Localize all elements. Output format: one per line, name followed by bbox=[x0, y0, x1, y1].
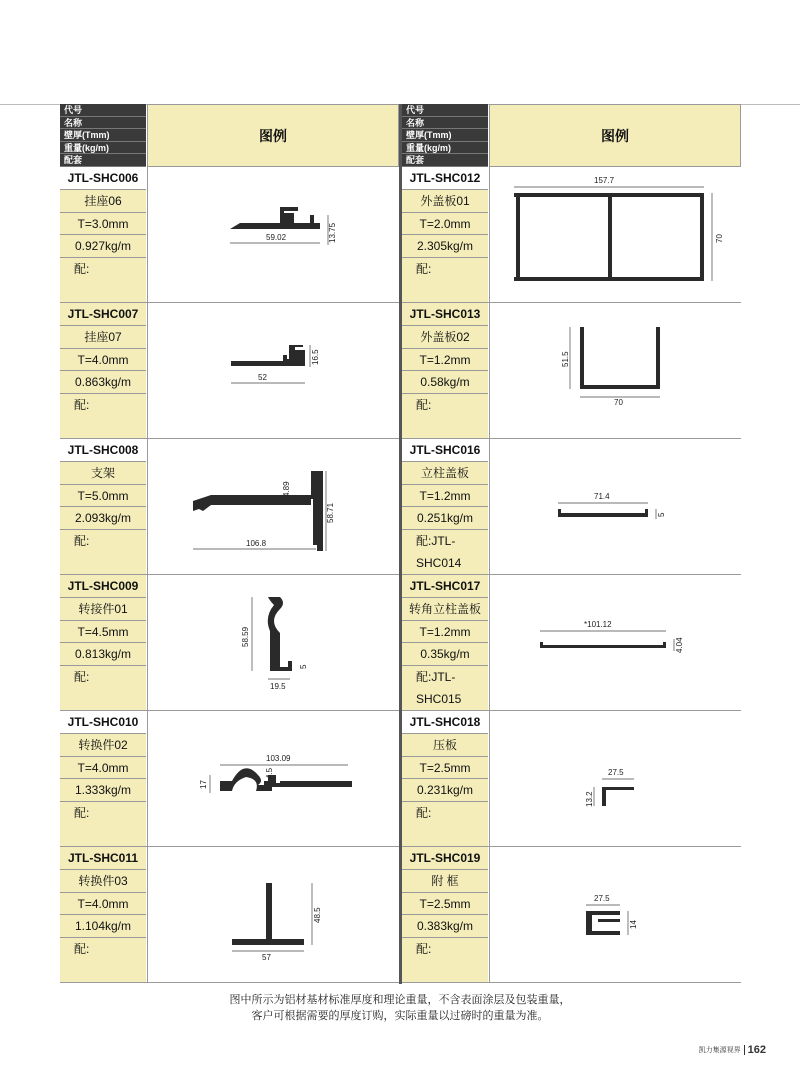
profile-shape bbox=[558, 509, 648, 517]
product-name: 外盖板02 bbox=[402, 326, 488, 349]
product-thickness: T=3.0mm bbox=[60, 213, 146, 236]
product-info bbox=[60, 303, 146, 438]
table-header bbox=[402, 104, 741, 167]
product-name: 挂座06 bbox=[60, 190, 146, 213]
product-thickness: T=4.0mm bbox=[60, 757, 146, 780]
table-header bbox=[60, 104, 399, 167]
product-thickness: T=4.0mm bbox=[60, 349, 146, 372]
header-legend: 图例 bbox=[147, 104, 399, 167]
dim-label: 70 bbox=[715, 234, 724, 243]
profile-shape bbox=[268, 597, 292, 671]
product-weight: 0.251kg/m bbox=[402, 507, 488, 530]
product-row bbox=[60, 847, 399, 983]
product-name: 附 框 bbox=[402, 870, 488, 893]
header-label-weight: 重量(kg/m) bbox=[402, 142, 488, 155]
product-match: 配: bbox=[74, 941, 90, 956]
product-thickness: T=2.0mm bbox=[402, 213, 488, 236]
product-info bbox=[402, 575, 488, 710]
product-info bbox=[402, 847, 488, 982]
profile-drawing bbox=[489, 167, 741, 302]
dim-label: 57 bbox=[262, 953, 271, 962]
left-column bbox=[60, 104, 399, 983]
profile-drawing bbox=[489, 847, 741, 982]
product-row bbox=[402, 847, 741, 983]
dim-label: 52 bbox=[258, 373, 267, 382]
profile-shape bbox=[232, 883, 304, 945]
dim-label: 58.59 bbox=[241, 626, 250, 647]
product-name: 转接件01 bbox=[60, 598, 146, 621]
dim-label: 70 bbox=[614, 398, 623, 407]
notes-line-1: 图中所示为铝材基材标准厚度和理论重量，不含表面涂层及包装重量， bbox=[229, 994, 571, 1006]
dim-label: 14 bbox=[629, 920, 638, 929]
profile-shape bbox=[230, 207, 320, 229]
product-match: 配: bbox=[416, 261, 432, 276]
product-thickness: T=4.5mm bbox=[60, 621, 146, 644]
product-thickness: T=2.5mm bbox=[402, 757, 488, 780]
dim-label: 58.71 bbox=[326, 502, 335, 523]
product-weight: 2.305kg/m bbox=[402, 235, 488, 258]
dim-label: 4.89 bbox=[282, 481, 291, 497]
profile-drawing bbox=[489, 303, 741, 438]
profile-drawing bbox=[147, 167, 399, 302]
dim-label: 157.7 bbox=[594, 176, 615, 185]
product-row bbox=[60, 575, 399, 711]
product-match: 配: bbox=[416, 805, 432, 820]
product-weight: 1.104kg/m bbox=[60, 915, 146, 938]
product-code: JTL-SHC017 bbox=[402, 575, 488, 598]
product-match: 配: bbox=[74, 805, 90, 820]
profile-shape bbox=[602, 787, 634, 806]
product-thickness: T=5.0mm bbox=[60, 485, 146, 508]
product-info bbox=[60, 575, 146, 710]
right-column bbox=[402, 104, 741, 983]
product-info bbox=[402, 439, 488, 574]
product-name: 挂座07 bbox=[60, 326, 146, 349]
header-label-thickness: 壁厚(Tmm) bbox=[60, 129, 146, 142]
product-thickness: T=2.5mm bbox=[402, 893, 488, 916]
profile-shape bbox=[540, 642, 666, 648]
product-info bbox=[60, 847, 146, 982]
header-label-match: 配套 bbox=[60, 154, 146, 167]
product-info bbox=[402, 711, 488, 846]
dim-label: 16.5 bbox=[311, 349, 320, 365]
profile-shape bbox=[220, 768, 352, 791]
notes bbox=[0, 992, 800, 1024]
profile-drawing bbox=[489, 439, 741, 574]
product-code: JTL-SHC013 bbox=[402, 303, 488, 326]
product-weight: 0.383kg/m bbox=[402, 915, 488, 938]
header-labels bbox=[60, 104, 146, 167]
dim-label: 4.5 bbox=[265, 767, 274, 779]
product-row bbox=[60, 439, 399, 575]
profile-shape bbox=[586, 911, 620, 935]
product-match: 配: bbox=[74, 261, 90, 276]
product-name: 支架 bbox=[60, 462, 146, 485]
product-weight: 0.813kg/m bbox=[60, 643, 146, 666]
dim-label: 5 bbox=[657, 512, 666, 517]
product-thickness: T=1.2mm bbox=[402, 485, 488, 508]
header-labels bbox=[402, 104, 488, 167]
profile-drawing bbox=[147, 439, 399, 574]
product-match: 配:JTL-SHC014 bbox=[416, 533, 462, 571]
profile-drawing bbox=[147, 575, 399, 710]
product-match: 配: bbox=[416, 397, 432, 412]
dim-label: 27.5 bbox=[594, 894, 610, 903]
product-name: 转换件02 bbox=[60, 734, 146, 757]
dim-label: 59.02 bbox=[266, 233, 287, 242]
dim-label: 4.04 bbox=[675, 637, 684, 653]
profile-drawing bbox=[147, 303, 399, 438]
header-legend: 图例 bbox=[489, 104, 741, 167]
dim-label: 13.75 bbox=[328, 222, 337, 243]
product-code: JTL-SHC006 bbox=[60, 167, 146, 190]
product-row bbox=[402, 711, 741, 847]
dim-label: 13.2 bbox=[585, 791, 594, 807]
product-code: JTL-SHC007 bbox=[60, 303, 146, 326]
product-weight: 0.863kg/m bbox=[60, 371, 146, 394]
product-name: 转换件03 bbox=[60, 870, 146, 893]
dim-label: 103.09 bbox=[266, 754, 291, 763]
profile-drawing bbox=[489, 575, 741, 710]
product-weight: 2.093kg/m bbox=[60, 507, 146, 530]
product-weight: 1.333kg/m bbox=[60, 779, 146, 802]
product-code: JTL-SHC016 bbox=[402, 439, 488, 462]
product-weight: 0.231kg/m bbox=[402, 779, 488, 802]
product-info bbox=[402, 167, 488, 302]
product-code: JTL-SHC010 bbox=[60, 711, 146, 734]
product-info bbox=[402, 303, 488, 438]
header-label-code: 代号 bbox=[402, 104, 488, 117]
product-thickness: T=1.2mm bbox=[402, 349, 488, 372]
footer-brand: 凯力集源视界 bbox=[698, 1047, 741, 1054]
header-label-thickness: 壁厚(Tmm) bbox=[402, 129, 488, 142]
product-thickness: T=1.2mm bbox=[402, 621, 488, 644]
product-weight: 0.35kg/m bbox=[402, 643, 488, 666]
product-match: 配: bbox=[74, 669, 90, 684]
product-info bbox=[60, 711, 146, 846]
product-row bbox=[60, 303, 399, 439]
header-label-weight: 重量(kg/m) bbox=[60, 142, 146, 155]
dim-label: 5 bbox=[299, 664, 308, 669]
dim-label: 17 bbox=[199, 780, 208, 789]
product-match: 配: bbox=[74, 397, 90, 412]
product-name: 立柱盖板 bbox=[402, 462, 488, 485]
profile-shape bbox=[580, 327, 660, 389]
footer-divider bbox=[744, 1045, 745, 1055]
product-code: JTL-SHC019 bbox=[402, 847, 488, 870]
header-label-name: 名称 bbox=[60, 117, 146, 130]
product-row bbox=[402, 167, 741, 303]
product-weight: 0.58kg/m bbox=[402, 371, 488, 394]
profile-drawing bbox=[489, 711, 741, 846]
product-match: 配: bbox=[416, 941, 432, 956]
product-name: 转角立柱盖板 bbox=[402, 598, 488, 621]
product-row bbox=[60, 711, 399, 847]
page-footer bbox=[699, 1044, 766, 1056]
page-number: 162 bbox=[747, 1044, 766, 1056]
notes-line-2: 客户可根据需要的厚度订购，实际重量以过磅时的重量为准。 bbox=[251, 1010, 549, 1022]
dim-label: 48.5 bbox=[313, 907, 322, 923]
product-row bbox=[402, 575, 741, 711]
product-info bbox=[60, 439, 146, 574]
product-match: 配:JTL-SHC015 bbox=[416, 669, 462, 707]
header-label-match: 配套 bbox=[402, 154, 488, 167]
product-row bbox=[60, 167, 399, 303]
product-row bbox=[402, 439, 741, 575]
product-code: JTL-SHC009 bbox=[60, 575, 146, 598]
header-label-code: 代号 bbox=[60, 104, 146, 117]
dim-label: *101.12 bbox=[584, 620, 612, 629]
product-weight: 0.927kg/m bbox=[60, 235, 146, 258]
profile-shape bbox=[231, 345, 305, 366]
dim-label: 51.5 bbox=[561, 351, 570, 367]
product-name: 压板 bbox=[402, 734, 488, 757]
profile-drawing bbox=[147, 711, 399, 846]
product-row bbox=[402, 303, 741, 439]
profile-drawing bbox=[147, 847, 399, 982]
product-code: JTL-SHC008 bbox=[60, 439, 146, 462]
product-info bbox=[60, 167, 146, 302]
product-code: JTL-SHC012 bbox=[402, 167, 488, 190]
product-code: JTL-SHC018 bbox=[402, 711, 488, 734]
dim-label: 106.8 bbox=[246, 539, 267, 548]
header-label-name: 名称 bbox=[402, 117, 488, 130]
dim-label: 19.5 bbox=[270, 682, 286, 691]
product-thickness: T=4.0mm bbox=[60, 893, 146, 916]
product-name: 外盖板01 bbox=[402, 190, 488, 213]
product-match: 配: bbox=[74, 533, 90, 548]
dim-label: 71.4 bbox=[594, 492, 610, 501]
dim-label: 27.5 bbox=[608, 768, 624, 777]
product-code: JTL-SHC011 bbox=[60, 847, 146, 870]
